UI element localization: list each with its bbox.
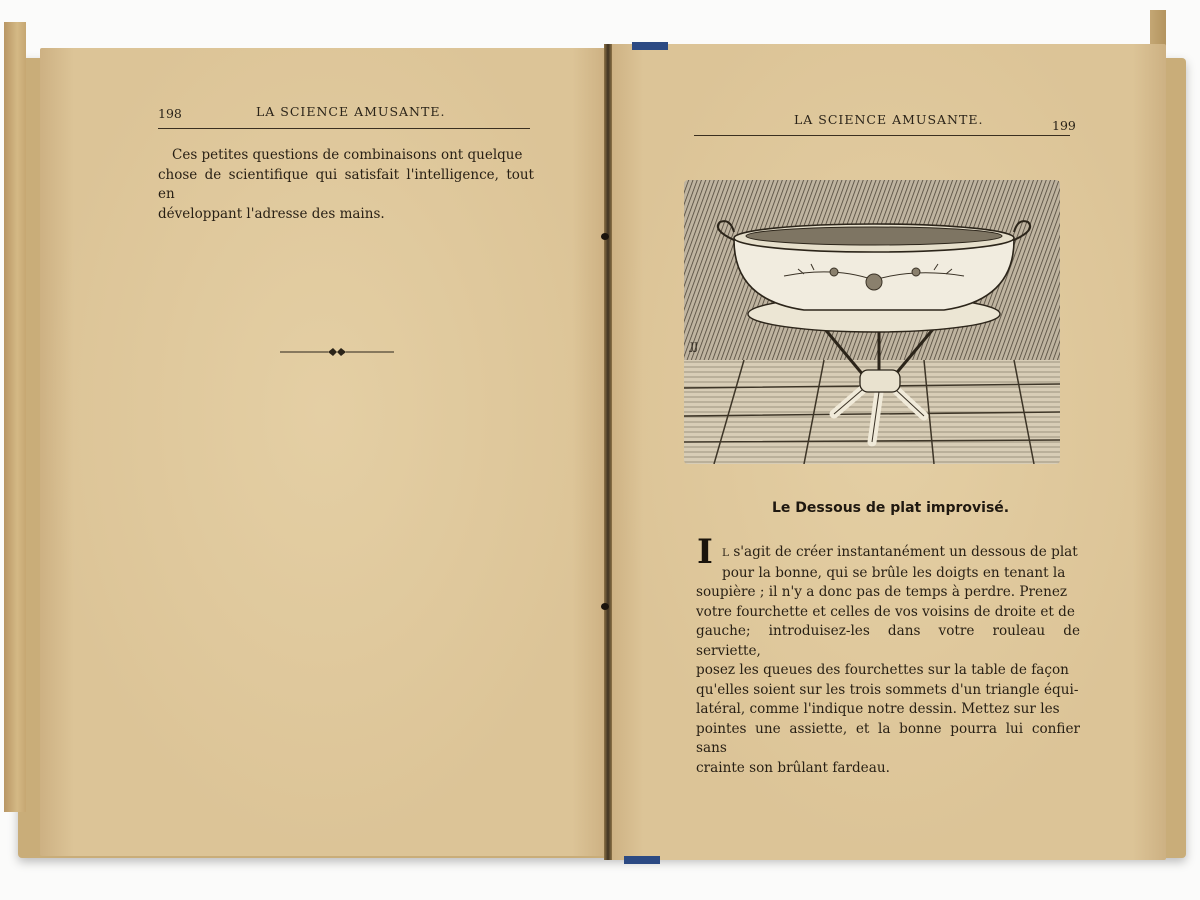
text-line: latéral, comme l'indique notre dessin. Mettez sur les	[696, 701, 1060, 717]
binding-stitch	[601, 233, 609, 240]
left-page-number: 198	[158, 106, 182, 121]
illustration-caption: Le Dessous de plat improvisé.	[772, 500, 1010, 516]
text-line: Ces petites questions de combinaisons ont quelque	[172, 147, 523, 163]
section-ornament	[280, 346, 394, 358]
right-running-head: LA SCIENCE AMUSANTE.	[794, 112, 984, 127]
text-line: développant l'adresse des mains.	[158, 205, 385, 222]
left-paragraph	[158, 146, 534, 224]
right-header-rule	[694, 135, 1070, 136]
text-line: crainte son brûlant fardeau.	[696, 759, 890, 776]
text-line: gauche; introduisez-les dans votre rouleau de serviette,	[696, 623, 1080, 659]
left-page-edges	[4, 22, 26, 812]
binding-stitch	[601, 603, 609, 610]
left-running-head: LA SCIENCE AMUSANTE.	[256, 104, 446, 119]
binding-tab-top	[632, 42, 668, 50]
text-line: chose de scientifique qui satisfait l'intelligence, tout en	[158, 166, 534, 202]
text-line: pour la bonne, qui se brûle les doigts en tenant la	[722, 564, 1066, 581]
binding-tab-bottom	[624, 856, 660, 864]
text-line	[696, 543, 1080, 564]
text-line-content: s'agit de créer instantanément un dessous de plat	[733, 544, 1078, 560]
dropcap-rest: L	[722, 547, 729, 559]
drop-cap: I	[697, 532, 713, 572]
text-line: qu'elles soient sur les trois sommets d'un triangle équi-	[696, 681, 1079, 698]
right-page-number: 199	[1052, 118, 1076, 133]
text-line: soupière ; il n'y a donc pas de temps à perdre. Prenez	[696, 584, 1068, 600]
illustration-soup-tureen	[684, 180, 1060, 464]
text-line: votre fourchette et celles de vos voisins de droite et de	[696, 603, 1075, 620]
text-line: posez les queues des fourchettes sur la table de façon	[696, 662, 1069, 678]
left-header-rule	[158, 128, 530, 129]
book-spine	[604, 44, 612, 860]
text-line: pointes une assiette, et la bonne pourra lui confier sans	[696, 720, 1080, 756]
right-body-text	[696, 543, 1080, 778]
illustration-signature: JJ	[690, 342, 699, 353]
